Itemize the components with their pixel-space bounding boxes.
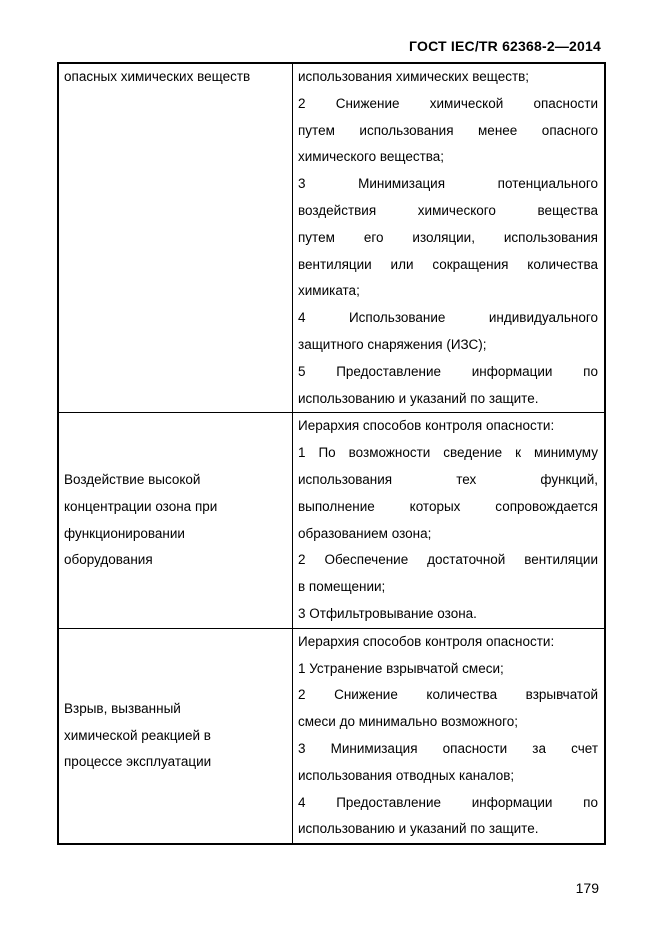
hazard-cell <box>58 63 293 413</box>
text-line: 2 Снижение количества взрывчатой <box>298 687 598 703</box>
measures-cell <box>293 413 606 628</box>
text-line: функционировании <box>64 525 185 541</box>
text-line: оборудования <box>64 552 153 568</box>
text-line: образованием озона; <box>298 525 432 541</box>
text-line: использования тех функций, <box>298 471 598 487</box>
text-line: вентиляции или сокращения количества <box>298 256 598 272</box>
text-line: использованию и указаний по защите. <box>298 390 539 406</box>
text-line: химиката; <box>298 283 360 299</box>
text-line: 3 Отфильтровывание озона. <box>298 605 477 621</box>
text-line: Иерархия способов контроля опасности: <box>298 633 555 649</box>
text-line: использования отводных каналов; <box>298 767 515 783</box>
measures-cell <box>293 63 606 413</box>
text-line: 2 Обеспечение достаточной вентиляции <box>298 552 598 568</box>
text-line: использованию и указаний по защите. <box>298 821 539 837</box>
text-line: опасных химических веществ <box>64 69 251 84</box>
text-line: смеси до минимально возможного; <box>298 714 519 730</box>
table-row <box>58 413 605 628</box>
text-line: 1 По возможности сведение к минимуму <box>298 445 598 461</box>
document-header: ГОСТ IEC/TR 62368-2—2014 <box>409 38 601 54</box>
table-row <box>58 628 605 844</box>
text-line: 4 Использование индивидуального <box>298 310 598 326</box>
text-line: Иерархия способов контроля опасности: <box>298 418 555 434</box>
text-line: путем использования менее опасного <box>298 122 598 138</box>
text-line: 2 Снижение химической опасности <box>298 95 598 111</box>
hazard-cell <box>58 413 293 628</box>
text-line: в помещении; <box>298 579 386 595</box>
text-line: концентрации озона при <box>64 498 218 514</box>
text-line: химической реакцией в <box>64 727 211 743</box>
text-line: 4 Предоставление информации по <box>298 794 598 810</box>
hazard-table <box>57 62 606 845</box>
hazard-cell <box>58 628 293 844</box>
text-line: 3 Минимизация опасности за счет <box>298 740 598 756</box>
text-line: путем его изоляции, использования <box>298 229 598 245</box>
page-number: 179 <box>575 880 599 896</box>
text-line: 3 Минимизация потенциального <box>298 176 598 192</box>
text-line: Взрыв, вызванный <box>64 700 181 716</box>
text-line: химического вещества; <box>298 149 445 165</box>
text-line: 1 Устранение взрывчатой смеси; <box>298 660 504 676</box>
text-line: защитного снаряжения (ИЗС); <box>298 336 487 352</box>
text-line: воздействия химического вещества <box>298 202 598 218</box>
text-line: выполнение которых сопровождается <box>298 498 598 514</box>
text-line: Воздействие высокой <box>64 471 201 487</box>
table-row <box>58 63 605 413</box>
text-line: 5 Предоставление информации по <box>298 363 598 379</box>
measures-cell <box>293 628 606 844</box>
text-line: процессе эксплуатации <box>64 754 212 770</box>
text-line: использования химических веществ; <box>298 69 530 84</box>
